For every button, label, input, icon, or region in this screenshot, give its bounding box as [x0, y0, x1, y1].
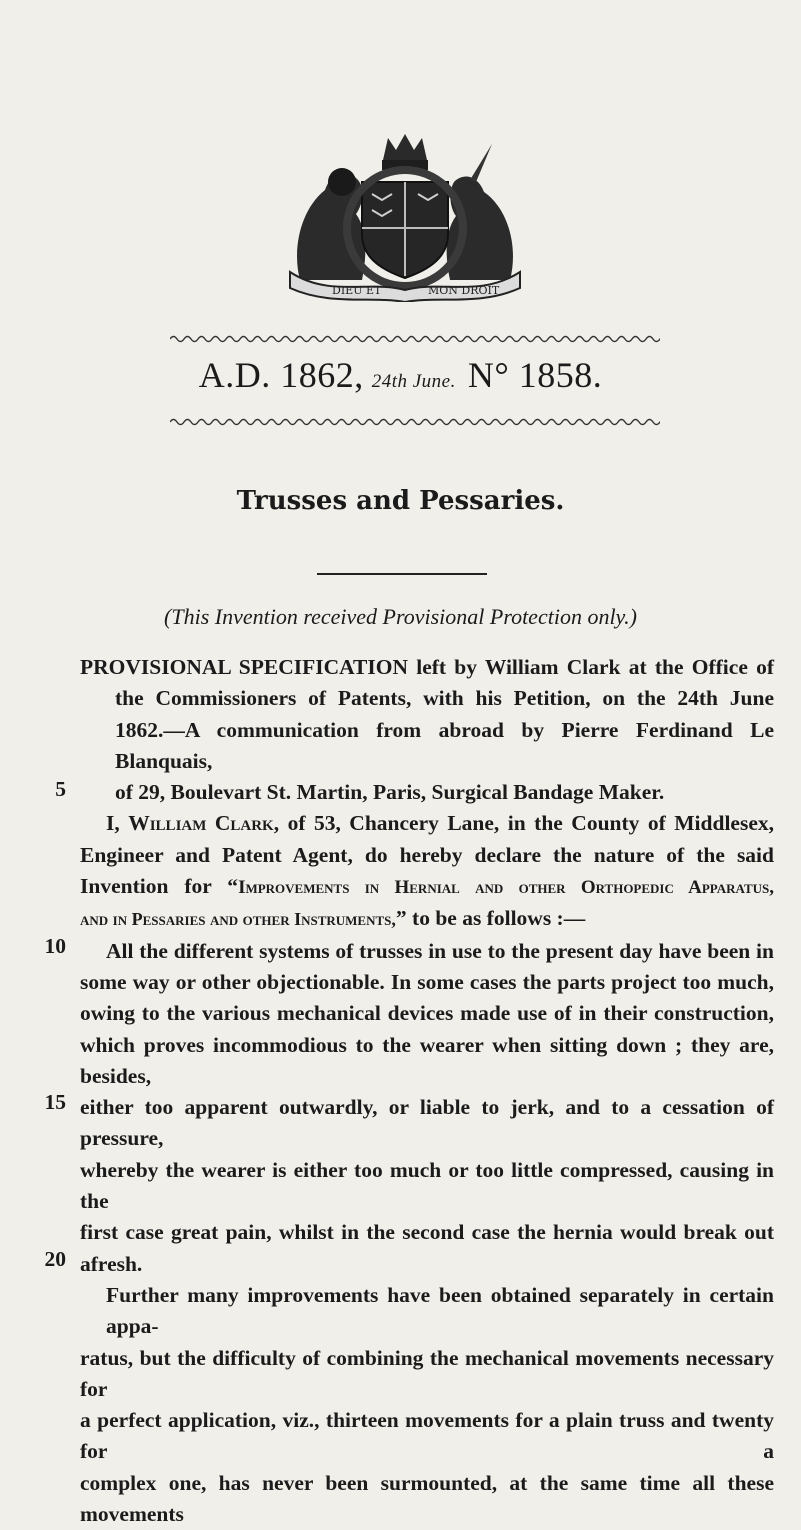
- year: A.D. 1862,: [198, 355, 364, 395]
- body-line: whereby the wearer is either too much or too little compressed, causing in the: [80, 1157, 774, 1214]
- body-line: I, William Clark, of 53, Chancery Lane, in the County of Middlesex,: [106, 811, 774, 836]
- body-line: which proves incommodious to the wearer when sitting down ; they are, besides,: [80, 1032, 774, 1088]
- motto-right: MON DROIT: [428, 284, 500, 297]
- body-line: complex one, has never been surmounted, at the same time all these movements: [80, 1470, 774, 1527]
- specification-body: [80, 652, 774, 1530]
- ornamental-wavy-rule-bottom: [170, 417, 660, 427]
- ornamental-wavy-rule-top: [170, 334, 660, 344]
- motto-left: DIEU ET: [332, 284, 382, 297]
- body-line: Further many improvements have been obtained separately in certain appa-: [106, 1282, 774, 1339]
- body-line: All the different systems of trusses in use to the present day have been in: [106, 938, 774, 963]
- spec-line: the Commissioners of Patents, with his Petition, on the 24th June: [115, 686, 774, 711]
- royal-coat-of-arms: [270, 130, 540, 302]
- body-line: either too apparent outwardly, or liable to jerk, and to a cessation of pressure,: [80, 1095, 774, 1151]
- spec-line: of 29, Boulevart St. Martin, Paris, Surgical Bandage Maker.: [115, 780, 665, 805]
- line-number: 15: [44, 1090, 66, 1114]
- provisional-protection-note: (This Invention received Provisional Protection only.): [164, 604, 637, 629]
- patent-date-line: [0, 354, 801, 396]
- spec-line: PROVISIONAL SPECIFICATION left by William Clark at the Office of: [80, 655, 774, 679]
- invention-title-part-2: and in Pessaries and other Instruments,: [80, 909, 396, 930]
- spec-line: 1862.—A communication from abroad by Pierre Ferdinand Le Blanquais,: [115, 717, 774, 773]
- date: 24th June.: [371, 371, 456, 392]
- body-line: some way or other objectionable. In some cases the parts project too much,: [80, 969, 774, 994]
- body-line: a perfect application, viz., thirteen movements for a plain truss and twenty for a: [80, 1408, 774, 1464]
- inventor-name: William Clark: [128, 811, 274, 836]
- patent-number: N° 1858.: [467, 355, 603, 395]
- line-number: 20: [44, 1247, 66, 1271]
- body-line: owing to the various mechanical devices made use of in their construction,: [80, 1001, 774, 1026]
- title-divider: [317, 573, 487, 575]
- line-number: 5: [55, 777, 66, 801]
- body-line: Invention for “Improvements in Hernial and other Orthopedic Apparatus,: [80, 874, 774, 899]
- document-title: Trusses and Pessaries.: [236, 486, 565, 516]
- invention-title-part-1: Improvements in Hernial and other Orthopedic Apparatus,: [238, 877, 774, 899]
- body-line: and in Pessaries and other Instruments,” to be as follows :—: [80, 906, 586, 931]
- body-line: ratus, but the difficulty of combining the mechanical movements necessary for: [80, 1345, 774, 1401]
- body-line: Engineer and Patent Agent, do hereby declare the nature of the said: [80, 842, 774, 867]
- line-number: 10: [44, 934, 66, 958]
- body-line: afresh.: [80, 1251, 143, 1276]
- body-line: first case great pain, whilst in the second case the hernia would break out: [80, 1220, 774, 1245]
